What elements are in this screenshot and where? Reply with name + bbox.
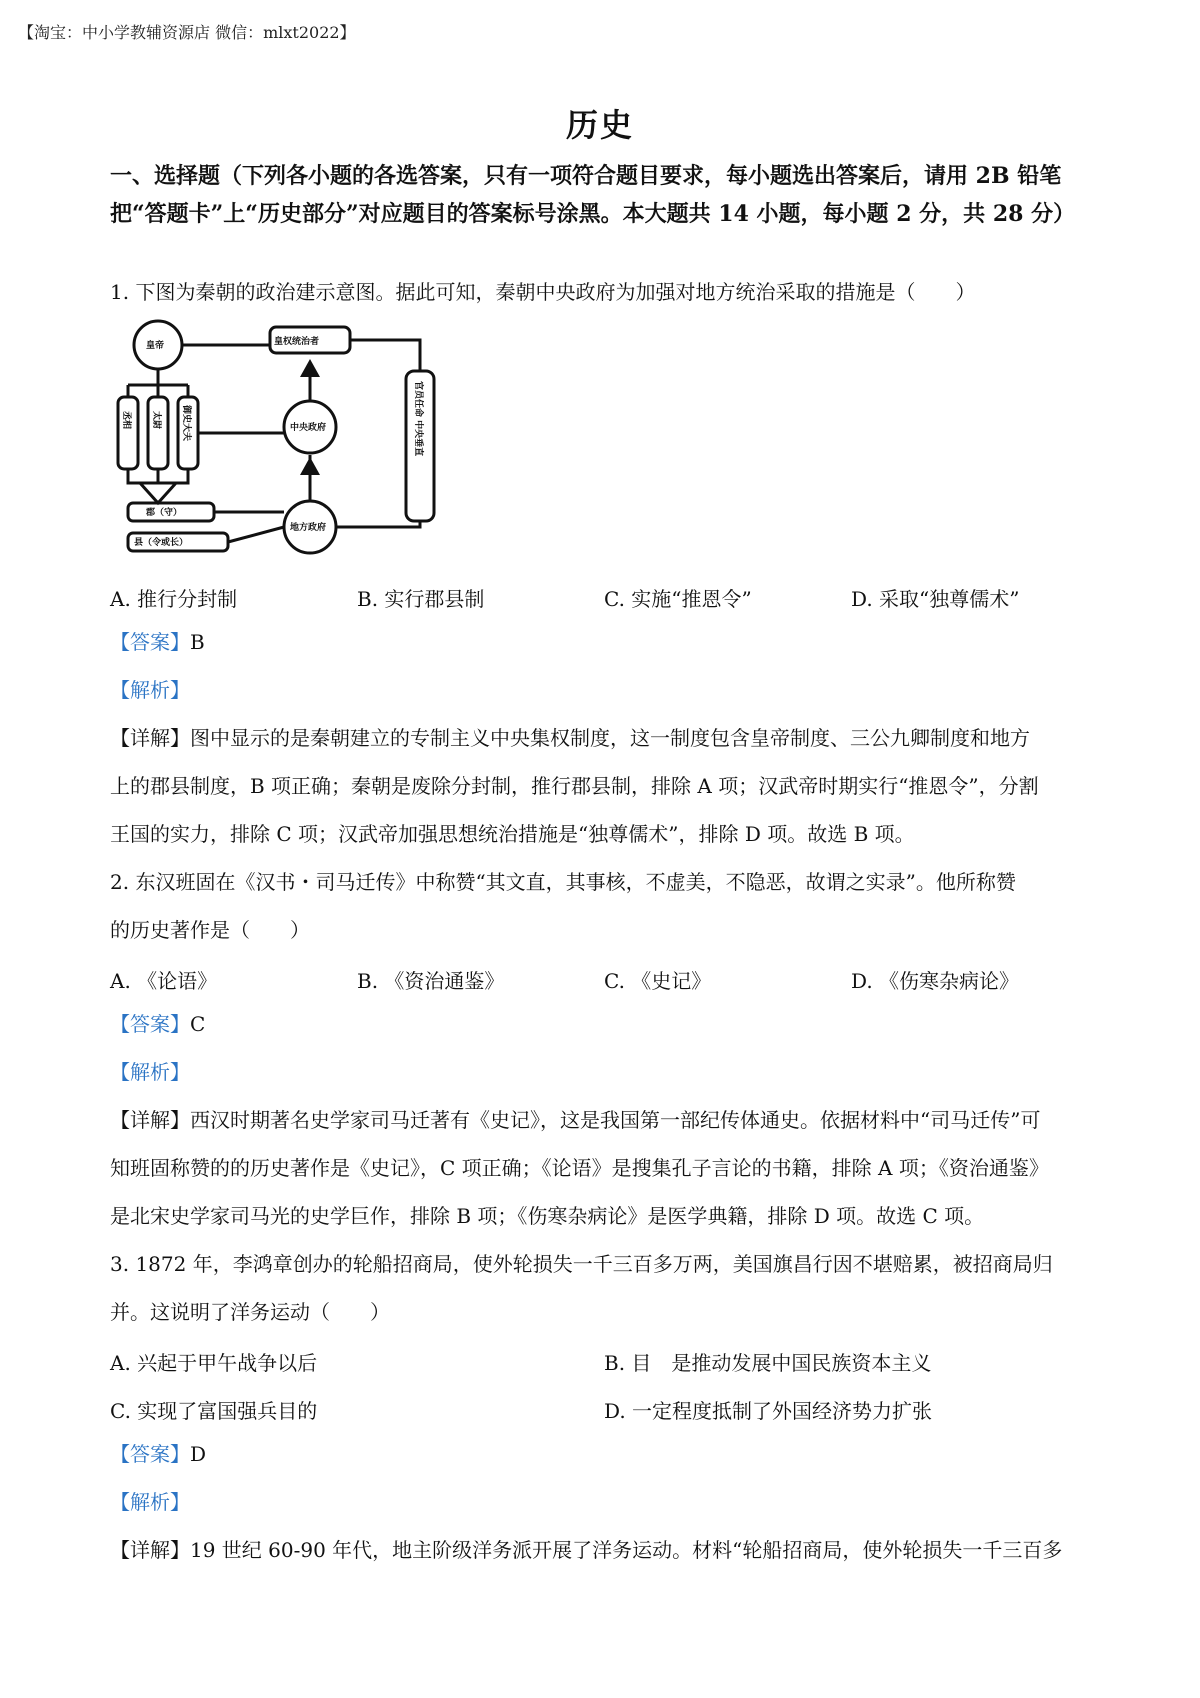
q3-option-a: A. 兴起于甲午战争以后 xyxy=(110,1351,318,1375)
q2-option-c: C. 《史记》 xyxy=(604,969,712,993)
answer-value: B xyxy=(190,630,205,654)
diagram-local-label: 地方政府 xyxy=(290,523,327,533)
q2-option-d: D. 《伤寒杂病论》 xyxy=(851,969,1020,993)
diagram-commandery-label: 郡（守） xyxy=(146,508,183,518)
diagram-top-label: 皇权统治者 xyxy=(274,337,320,347)
q1-detail-line-2: 上的郡县制度，B 项正确；秦朝是废除分封制，推行郡县制，排除 A 项；汉武帝时期实行“推恩令”，分割 xyxy=(110,774,1039,798)
diagram-box-2: 太尉 xyxy=(151,411,161,430)
q2-detail-line-1: 【详解】西汉时期著名史学家司马迁著有《史记》，这是我国第一部纪传体通史。依据材料中“司马迁传”可 xyxy=(110,1108,1041,1132)
answer-label: 【答案】 xyxy=(110,1012,190,1036)
q1-analysis-label: 【解析】 xyxy=(110,678,190,702)
q2-detail-line-3: 是北宋史学家司马光的史学巨作，排除 B 项；《伤寒杂病论》是医学典籍，排除 D 项。故选 C 项。 xyxy=(110,1204,985,1228)
q2-option-a: A. 《论语》 xyxy=(110,969,218,993)
diagram-county-label: 县（令或长） xyxy=(134,538,189,548)
q2-stem-line-1: 2. 东汉班固在《汉书・司马迁传》中称赞“其文直，其事核，不虚美，不隐恶，故谓之实录”。他所称赞 xyxy=(110,870,1016,894)
answer-value: C xyxy=(190,1012,206,1036)
section-heading: 一、选择题（下列各小题的各选答案，只有一项符合题目要求，每小题选出答案后，请用 2B 铅笔把“答题卡”上“历史部分”对应题目的答案标号涂黑。本大题共 14 小题，每小题 2 分，共 28 分） xyxy=(110,163,1076,227)
q3-option-d: D. 一定程度抵制了外国经济势力扩张 xyxy=(604,1399,933,1423)
q3-analysis-label: 【解析】 xyxy=(110,1490,190,1514)
watermark-text: 【淘宝：中小学教辅资源店 微信：mlxt2022】 xyxy=(18,23,356,42)
q1-option-b: B. 实行郡县制 xyxy=(357,587,485,611)
detail-label: 【详解】 xyxy=(110,726,190,750)
page-title: 历史 xyxy=(565,106,634,144)
q2-detail-line-2: 知班固称赞的的历史著作是《史记》，C 项正确；《论语》是搜集孔子言论的书籍，排除 A 项；《资治通鉴》 xyxy=(110,1156,1049,1180)
q3-answer xyxy=(110,1430,1105,1478)
q2-option-b: B. 《资治通鉴》 xyxy=(357,969,505,993)
answer-value: D xyxy=(190,1442,207,1466)
q2-analysis-label: 【解析】 xyxy=(110,1060,190,1084)
diagram-box-3: 御史大夫 xyxy=(181,405,191,442)
answer-label: 【答案】 xyxy=(110,630,190,654)
diagram-side-label: 官员任命 中央垂直 xyxy=(413,381,423,457)
q1-option-c: C. 实施“推恩令” xyxy=(604,587,752,611)
q2-stem-line-2: 的历史著作是（ ） xyxy=(110,918,310,942)
q1-option-d: D. 采取“独尊儒术” xyxy=(851,587,1020,611)
qin-political-diagram xyxy=(110,315,480,565)
q3-option-b: B. 目 是推动发展中国民族资本主义 xyxy=(604,1351,932,1375)
q2-answer xyxy=(110,1000,1105,1048)
q1-detail-line-3: 王国的实力，排除 C 项；汉武帝加强思想统治措施是“独尊儒术”，排除 D 项。故选 B 项。 xyxy=(110,822,915,846)
q3-stem-line-1: 3. 1872 年，李鸿章创办的轮船招商局，使外轮损失一千三百多万两，美国旗昌行因不堪赔累，被招商局归 xyxy=(110,1252,1053,1276)
q1-detail-line-1: 【详解】图中显示的是秦朝建立的专制主义中央集权制度，这一制度包含皇帝制度、三公九卿制度和地方 xyxy=(110,726,1030,750)
detail-label: 【详解】 xyxy=(110,1538,190,1562)
q1-answer xyxy=(110,618,1105,666)
answer-label: 【答案】 xyxy=(110,1442,190,1466)
q1-option-a: A. 推行分封制 xyxy=(110,587,238,611)
diagram-central-label: 中央政府 xyxy=(290,423,327,433)
q3-option-c: C. 实现了富国强兵目的 xyxy=(110,1399,318,1423)
q3-stem-line-2: 并。这说明了洋务运动（ ） xyxy=(110,1300,390,1324)
diagram-box-1: 丞相 xyxy=(121,411,131,430)
q3-detail-line-1: 【详解】19 世纪 60-90 年代，地主阶级洋务派开展了洋务运动。材料“轮船招商局，使外轮损失一千三百多 xyxy=(110,1538,1063,1562)
diagram-emperor-label: 皇帝 xyxy=(146,341,165,351)
q1-stem: 1. 下图为秦朝的政治建示意图。据此可知，秦朝中央政府为加强对地方统治采取的措施是（ ） xyxy=(110,280,976,304)
detail-label: 【详解】 xyxy=(110,1108,190,1132)
